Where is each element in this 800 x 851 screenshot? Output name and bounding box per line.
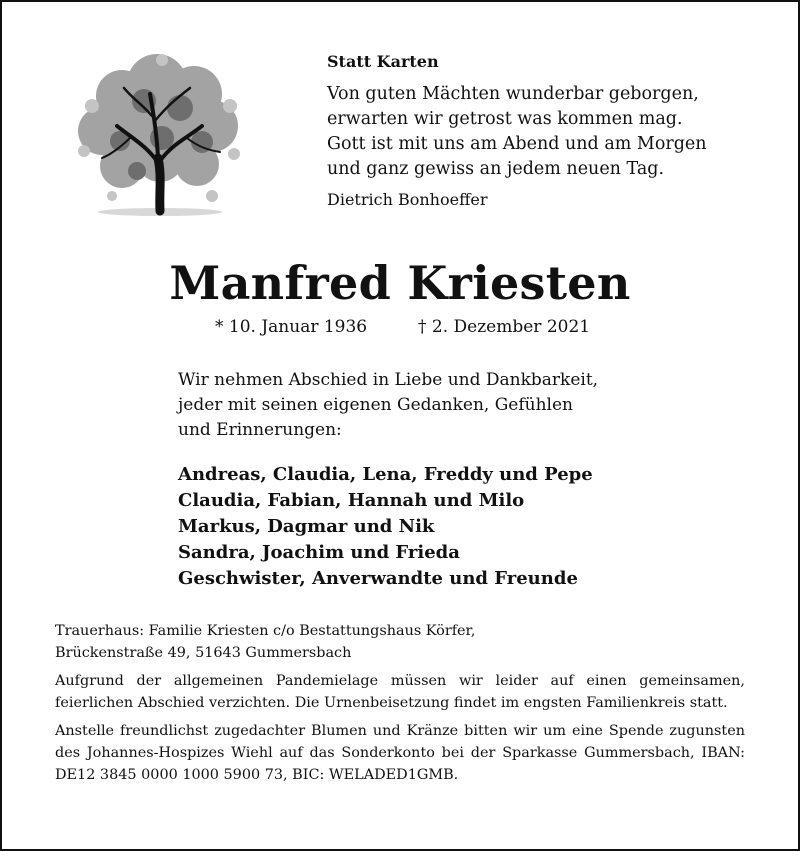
farewell-line: Wir nehmen Abschied in Liebe und Dankbarkeit, (178, 370, 599, 390)
quote-line: und ganz gewiss an jedem neuen Tag. (327, 159, 665, 179)
address-line: Brückenstraße 49, 51643 Gummersbach (55, 645, 352, 661)
pandemic-notice: Aufgrund der allgemeinen Pandemielage müssen wir leider auf einen gemeinsamen, feierlichen Abschied verzichten. Die Urnenbeisetzung findet im engsten Familienkreis statt. (55, 673, 745, 711)
farewell-line: und Erinnerungen: (178, 420, 342, 440)
quote-line: Gott ist mit uns am Abend und am Morgen (327, 134, 707, 154)
birth-date: * 10. Januar 1936 (215, 317, 368, 337)
quote-author: Dietrich Bonhoeffer (327, 190, 488, 209)
decedent-name: Manfred Kriesten (169, 256, 631, 310)
mourners-list (178, 462, 658, 592)
donation-notice: Anstelle freundlichst zugedachter Blumen und Kränze bitten wir um eine Spende zugunsten des Johannes-Hospizes Wiehl auf das Sonderkonto bei der Sparkasse Gummersbach, IBAN: DE12 3845 0000 1000 5900 73, BIC: WELADED1GMB. (55, 723, 745, 783)
mourner-entry: Andreas, Claudia, Lena, Freddy und Pepe (178, 464, 593, 485)
autumn-tree-icon (62, 46, 258, 226)
mourner-entry: Sandra, Joachim und Frieda (178, 542, 460, 563)
quote-line: Von guten Mächten wunderbar geborgen, (327, 84, 699, 104)
quote-line: erwarten wir getrost was kommen mag. (327, 109, 683, 129)
farewell-text (178, 368, 638, 443)
mourner-entry: Markus, Dagmar und Nik (178, 516, 435, 537)
bible-quote-block (327, 50, 767, 212)
info-section (55, 620, 745, 792)
mourner-entry: Claudia, Fabian, Hannah und Milo (178, 490, 525, 511)
mourner-entry: Geschwister, Anverwandte und Freunde (178, 568, 578, 589)
quote-heading: Statt Karten (327, 52, 439, 71)
address-line: Trauerhaus: Familie Kriesten c/o Bestattungshaus Körfer, (55, 623, 476, 639)
death-date: † 2. Dezember 2021 (418, 317, 591, 337)
farewell-line: jeder mit seinen eigenen Gedanken, Gefühlen (178, 395, 573, 415)
mourning-house-address (55, 620, 745, 664)
